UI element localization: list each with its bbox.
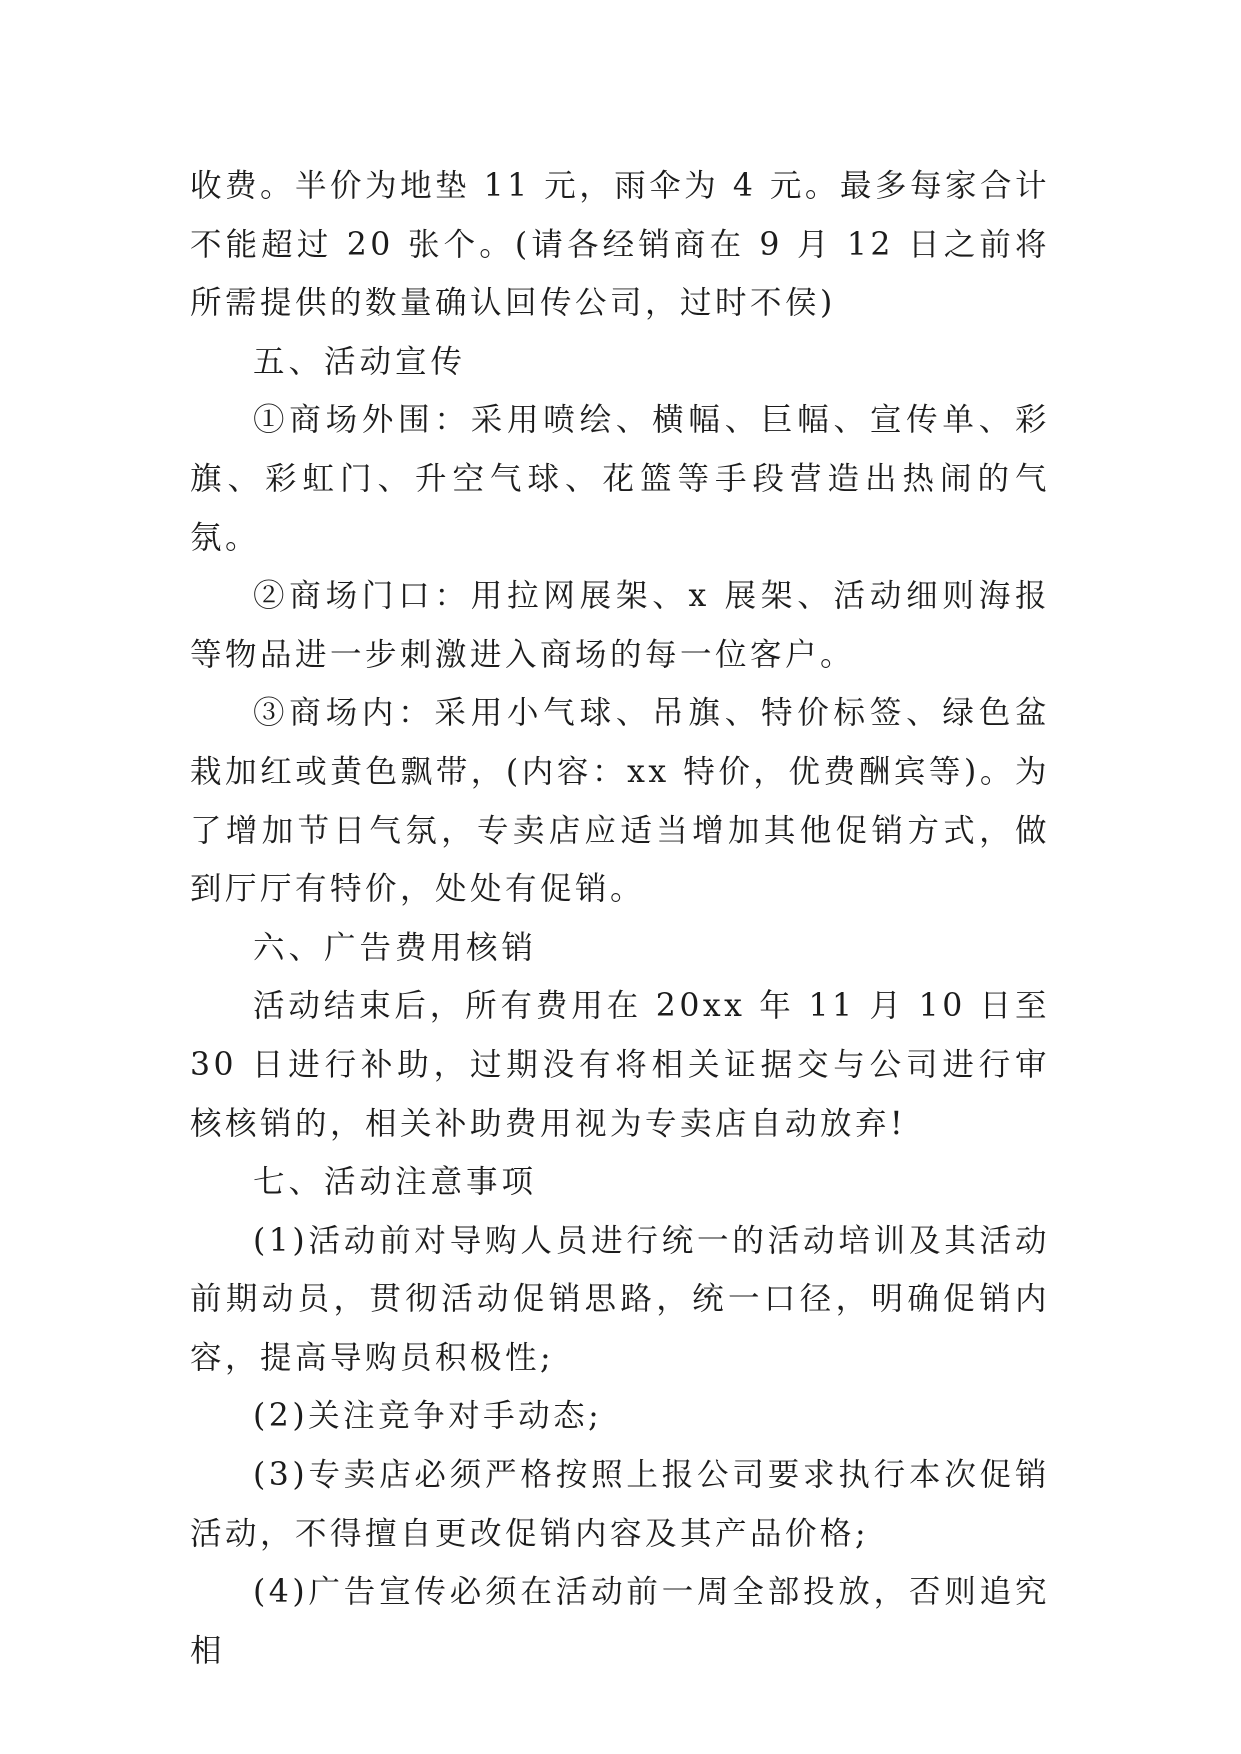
paragraph-note-4: (4)广告宣传必须在活动前一周全部投放，否则追究相 (190, 1574, 1050, 1669)
paragraph-ad-expense: 活动结束后，所有费用在 20xx 年 11 月 10 日至 30 日进行补助，过期没有将相关证据交与公司进行审核核销的，相关补助费用视为专卖店自动放弃! (190, 988, 1050, 1142)
paragraph-mall-interior: ③商场内：采用小气球、吊旗、特价标签、绿色盆栽加红或黄色飘带，(内容：xx 特价，优费酬宾等)。为了增加节日气氛，专卖店应适当增加其他促销方式，做到厅厅有特价，处处有促销。 (190, 695, 1050, 908)
paragraph-mall-exterior: ①商场外围：采用喷绘、横幅、巨幅、宣传单、彩旗、彩虹门、升空气球、花篮等手段营造出热闹的气氛。 (190, 402, 1050, 556)
section-heading-ad-expense: 六、广告费用核销 (253, 929, 538, 966)
section-heading-promotion: 五、活动宣传 (253, 343, 467, 380)
paragraph-note-3: (3)专卖店必须严格按照上报公司要求执行本次促销活动，不得擅自更改促销内容及其产品价格; (190, 1457, 1050, 1552)
paragraph-note-1: (1)活动前对导购人员进行统一的活动培训及其活动前期动员，贯彻活动促销思路，统一口径，明确促销内容，提高导购员积极性; (190, 1222, 1050, 1376)
paragraph-note-2: (2)关注竞争对手动态; (253, 1398, 603, 1435)
paragraph-fee-note: 收费。半价为地垫 11 元，雨伞为 4 元。最多每家合计不能超过 20 张个。(请各经销商在 9 月 12 日之前将所需提供的数量确认回传公司，过时不侯) (190, 168, 1050, 322)
section-heading-notes: 七、活动注意事项 (253, 1164, 538, 1201)
paragraph-mall-entrance: ②商场门口：用拉网展架、x 展架、活动细则海报等物品进一步刺激进入商场的每一位客户。 (190, 578, 1050, 673)
document-body (190, 157, 1050, 1680)
